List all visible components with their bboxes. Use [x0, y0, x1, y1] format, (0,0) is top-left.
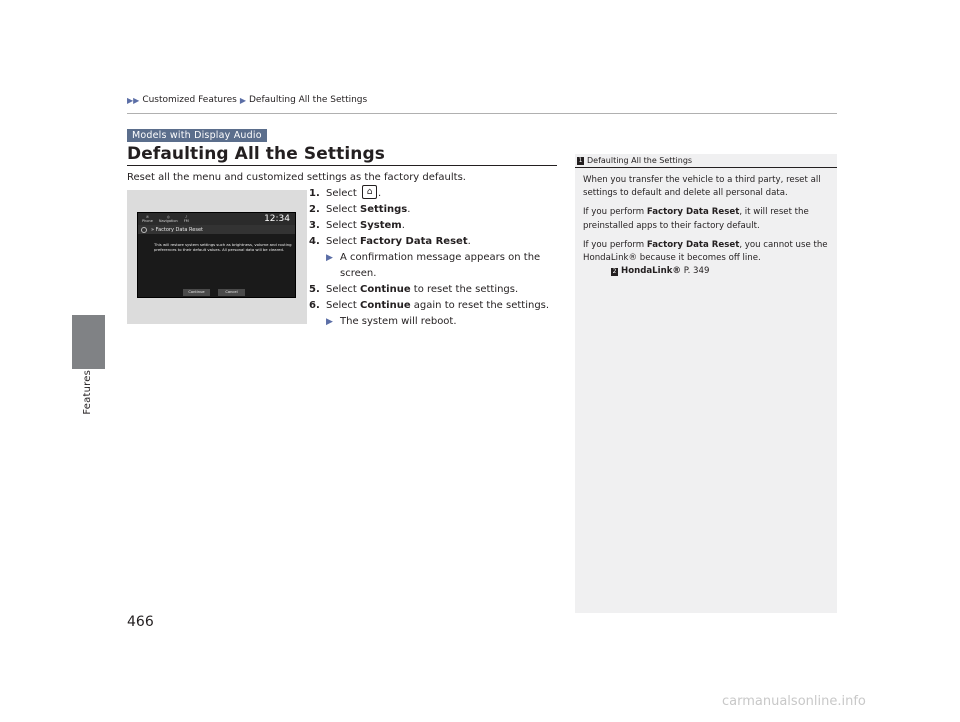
model-badge: Models with Display Audio [127, 129, 267, 142]
navigation-icon: ◎ Navigation [158, 215, 178, 223]
step-item: 1. Select ⌂ . [309, 187, 382, 199]
page-number: 466 [127, 614, 154, 630]
note-paragraph: If you perform Factory Data Reset, it will reset the preinstalled apps to their factory default. [583, 207, 809, 231]
screen-cancel-button: Cancel [218, 289, 245, 296]
title-divider [127, 165, 557, 166]
breadcrumb-parent[interactable]: Customized Features [142, 95, 237, 105]
sidebar-section-label: Features [82, 370, 93, 415]
step-item: 5. Select Continue to reset the settings. [309, 284, 519, 295]
screen-continue-button: Continue [183, 289, 210, 296]
step-item: 6. Select Continue again to reset the settings. [309, 300, 550, 311]
cross-reference-link[interactable]: 2 HondaLink® P. 349 [612, 266, 710, 277]
note-paragraph: If you perform Factory Data Reset, you cannot use the HondaLink® because it becomes off line. [583, 239, 828, 264]
screen-title: » Factory Data Reset [151, 226, 204, 233]
screen-subbar [138, 225, 295, 234]
breadcrumb-current: Defaulting All the Settings [248, 95, 368, 105]
breadcrumb-arrow-icon: ▶ [239, 95, 246, 105]
intro-text: Reset all the menu and customized settings as the factory defaults. [127, 172, 466, 183]
note-heading: 1 Defaulting All the Settings [578, 156, 693, 165]
breadcrumb [127, 95, 367, 105]
gear-icon [141, 227, 147, 233]
note-paragraph: When you transfer the vehicle to a third party, reset all settings to default and delete all personal data. [583, 175, 821, 199]
step-result: ▶ A confirmation message appears on the screen. [309, 250, 559, 282]
step-result: ▶ The system will reboot. [309, 314, 559, 330]
step-item: 2. Select Settings. [309, 204, 411, 215]
home-icon: ⌂ [362, 185, 377, 199]
watermark: carmanualsonline.info [722, 694, 866, 709]
section-title: Defaulting All the Settings [127, 144, 385, 164]
screen-clock: 12:34 [264, 214, 290, 224]
radio-icon: ♪ FM [183, 215, 189, 223]
reference-icon: 2 [612, 268, 617, 276]
breadcrumb-arrow-icon: ▶▶ [127, 95, 140, 105]
note-divider [575, 167, 837, 168]
section-tab-marker [72, 315, 105, 369]
step-item: 4. Select Factory Data Reset. [309, 236, 471, 247]
header-divider [127, 113, 837, 114]
note-body [583, 174, 831, 278]
steps-list [309, 186, 559, 330]
result-arrow-icon: ▶ [326, 253, 333, 263]
phone-icon: ✆ Phone [142, 215, 153, 223]
step-item: 3. Select System. [309, 220, 405, 231]
display-audio-screen [137, 212, 296, 298]
note-icon: 1 [578, 156, 583, 164]
result-arrow-icon: ▶ [326, 317, 333, 327]
screen-message: This will restore system settings such as brightness, volume and routing preferences to their default values. All personal data will be cleared. [154, 242, 292, 253]
